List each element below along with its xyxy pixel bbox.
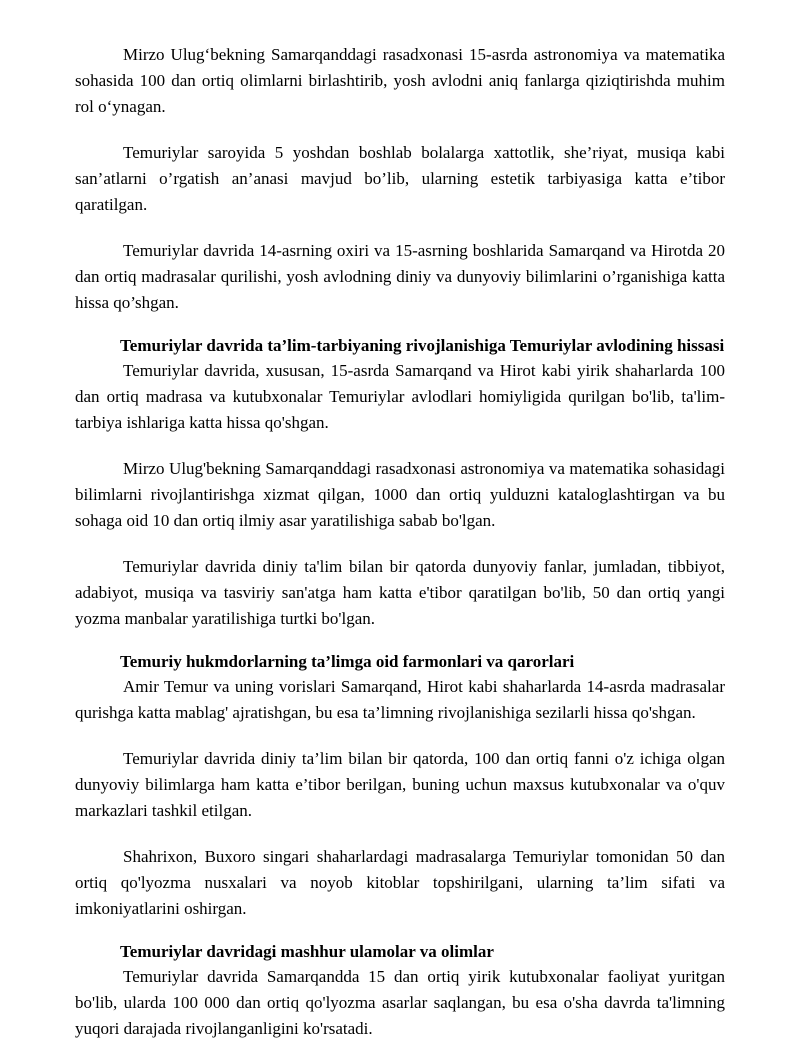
paragraph: Temuriylar davrida diniy ta’lim bilan bir qatorda, 100 dan ortiq fanni o'z ichiga olgan dunyoviy bilimlarga ham katta e’tibor berilgan, buning uchun maxsus kutubxonalar va o'quv markazlari tashkil etilgan. bbox=[75, 749, 725, 820]
paragraph: Mirzo Ulug'bekning Samarqanddagi rasadxonasi astronomiya va matematika sohasidagi bilimlarni rivojlantirishga xizmat qilgan, 1000 dan ortiq yulduzni kataloglashtirgan va bu sohaga oid 10 dan ortiq ilmiy asar yaratilishiga sabab bo'lgan. bbox=[75, 459, 725, 530]
paragraph: Temuriylar davrida diniy ta'lim bilan bir qatorda dunyoviy fanlar, jumladan, tibbiyot, adabiyot, musiqa va tasviriy san'atga ham katta e'tibor qaratilgan bo'lib, 50 dan ortiq yangi yozma manbalar yaratilishiga turtki bo'lgan. bbox=[75, 557, 725, 628]
paragraph: Temuriylar davrida 14-asrning oxiri va 15-asrning boshlarida Samarqand va Hirotda 20 dan ortiq madrasalar qurilishi, yosh avlodning diniy va dunyoviy bilimlarini o’rganishiga katta hissa qo’shgan. bbox=[75, 241, 725, 312]
paragraph: Temuriylar davrida Samarqandda 15 dan ortiq yirik kutubxonalar faoliyat yuritgan bo'lib, ularda 100 000 dan ortiq qo'lyozma asarlar saqlangan, bu esa o'sha davrda ta'limning yuqori darajada rivojlanganligini ko'rsatadi. bbox=[75, 967, 725, 1038]
paragraph: Temuriylar saroyida 5 yoshdan boshlab bolalarga xattotlik, she’riyat, musiqa kabi san’atlarni o’rgatish an’anasi mavjud bo’lib, ularning estetik tarbiyasiga katta e’tibor qaratilgan. bbox=[75, 143, 725, 214]
paragraph: Shahrixon, Buxoro singari shaharlardagi madrasalarga Temuriylar tomonidan 50 dan ortiq qo'lyozma nusxalari va noyob kitoblar topshirilgani, ularning ta’lim sifati va imkoniyatlarini oshirgan. bbox=[75, 847, 725, 918]
section-heading: Temuriylar davridagi mashhur ulamolar va olimlar bbox=[120, 942, 494, 961]
paragraph: Amir Temur va uning vorislari Samarqand, Hirot kabi shaharlarda 14-asrda madrasalar qurishga katta mablag' ajratishgan, bu esa ta’limning rivojlanishiga sezilarli hissa qo'shgan. bbox=[75, 677, 725, 722]
section-heading: Temuriylar davrida ta’lim-tarbiyaning rivojlanishiga Temuriylar avlodining hissasi bbox=[120, 336, 725, 355]
paragraph: Temuriylar davrida, xususan, 15-asrda Samarqand va Hirot kabi yirik shaharlarda 100 dan ortiq madrasa va kutubxonalar Temuriylar avlodlari homiyligida qurilgan bo'lib, ta'lim-tarbiya ishlariga katta hissa qo'shgan. bbox=[75, 361, 725, 432]
document-page bbox=[75, 42, 725, 1062]
section-heading: Temuriy hukmdorlarning ta’limga oid farmonlari va qarorlari bbox=[120, 652, 575, 671]
paragraph: Mirzo Ulug‘bekning Samarqanddagi rasadxonasi 15-asrda astronomiya va matematika sohasida 100 dan ortiq olimlarni birlashtirib, yosh avlodni aniq fanlarga qiziqtirishda muhim rol o‘ynagan. bbox=[75, 45, 725, 116]
